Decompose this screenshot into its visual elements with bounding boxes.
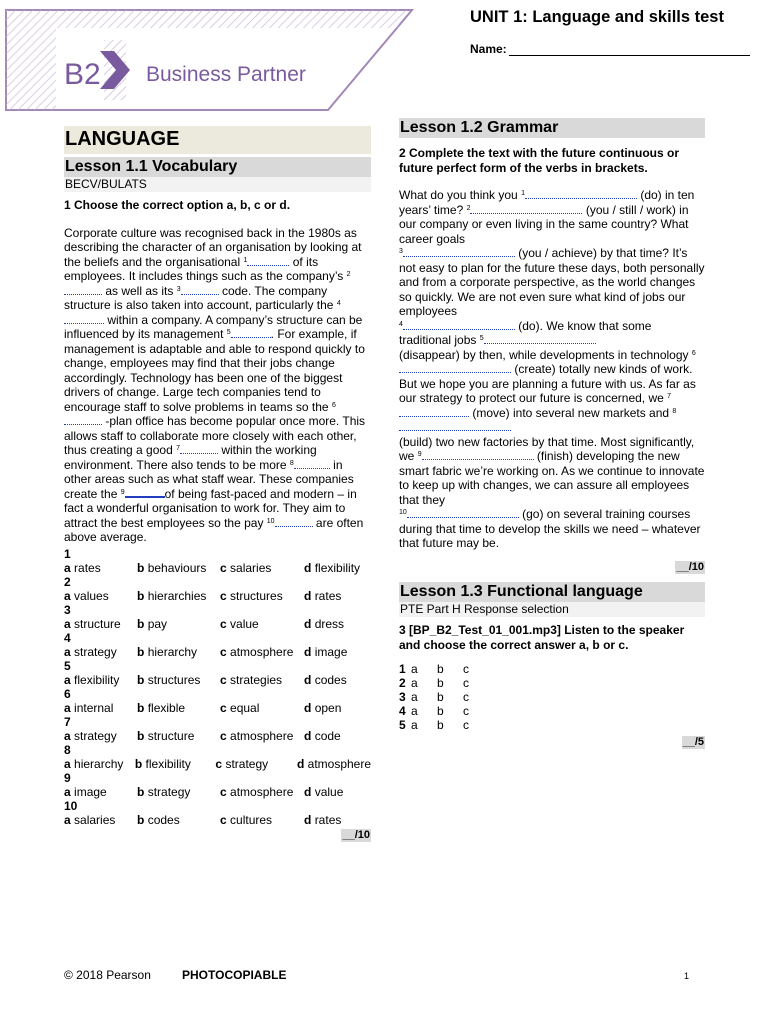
gap-number: 6	[691, 349, 696, 357]
gap-number: 10	[266, 517, 275, 525]
gap-blank[interactable]	[525, 188, 637, 199]
question-item	[64, 575, 371, 603]
answer-option-c[interactable]: c	[463, 690, 469, 705]
option-letter: a	[64, 700, 71, 715]
text-segment: (create) totally new kinds of work. But we hope you are planning a future with us. As far as our strategy to protect our future is concerned, we	[399, 362, 696, 406]
option-text: equal	[230, 700, 260, 715]
option-letter: c	[220, 616, 227, 631]
grammar-section	[399, 118, 705, 749]
option-text: structure	[147, 728, 195, 743]
option-row	[64, 589, 371, 603]
question-number: 7	[64, 714, 71, 729]
option-text: flexibility	[145, 756, 191, 771]
option-text: structures	[147, 672, 201, 687]
option-d[interactable]	[297, 757, 371, 771]
option-b[interactable]	[137, 617, 220, 631]
answer-option-a[interactable]: a	[411, 676, 418, 691]
item-number: 2	[399, 676, 406, 691]
question-item	[64, 771, 371, 799]
gap-number: 7	[667, 393, 672, 401]
text-segment: Corporate culture was recognised back in the 1980s as describing the character of an organisation by looking at the beliefs and the organisational	[64, 225, 362, 269]
option-text: strategy	[147, 784, 191, 799]
option-d[interactable]	[304, 673, 347, 687]
option-text: structure	[74, 616, 121, 631]
option-c[interactable]	[220, 561, 304, 575]
option-c[interactable]	[220, 673, 304, 687]
lesson-1-3-heading: Lesson 1.3 Functional language	[399, 582, 705, 602]
text-segment: -plan office has become popular once more. This allows staff to collaborate more closely with each other, thus creating a good	[64, 414, 366, 458]
answer-option-b[interactable]: b	[437, 676, 444, 691]
text-segment: within a company. A company’s structure can be influenced by its management	[64, 312, 363, 342]
question-item	[64, 715, 371, 743]
option-letter: b	[137, 700, 145, 715]
option-text: rates	[314, 588, 342, 603]
question-number: 3	[64, 602, 71, 617]
option-d[interactable]	[304, 701, 341, 715]
text-segment: (disappear) by then, while developments in technology	[399, 347, 692, 362]
option-letter: d	[304, 588, 312, 603]
option-letter: c	[220, 588, 227, 603]
listening-item	[399, 718, 705, 732]
option-text: pay	[147, 616, 168, 631]
option-text: strategies	[230, 672, 283, 687]
listening-item	[399, 704, 705, 718]
question-item	[64, 659, 371, 687]
option-a[interactable]	[64, 813, 137, 827]
functional-score: __/5	[682, 736, 704, 749]
question-item	[64, 799, 371, 827]
question-item	[64, 743, 371, 771]
option-letter: d	[304, 728, 312, 743]
option-letter: b	[137, 588, 145, 603]
item-number: 5	[399, 718, 406, 733]
vocabulary-section	[64, 126, 371, 842]
option-letter: d	[304, 616, 312, 631]
option-letter: c	[220, 812, 227, 827]
option-b[interactable]	[135, 757, 216, 771]
text-segment: (do). We know that some traditional jobs	[399, 318, 652, 348]
option-text: atmosphere	[230, 644, 294, 659]
gap-number: 4	[336, 300, 341, 308]
answer-option-b[interactable]: b	[437, 662, 444, 677]
gap-blank[interactable]	[64, 284, 102, 295]
option-letter: d	[304, 644, 312, 659]
text-segment: (go) on several training courses during that time to develop the skills we need – whatever that future may be.	[399, 507, 701, 551]
option-text: dress	[314, 616, 345, 631]
logo-level: B2	[64, 58, 101, 91]
option-row	[64, 785, 371, 799]
option-letter: b	[137, 784, 145, 799]
option-letter: c	[220, 672, 227, 687]
grammar-instruction: 2 Complete the text with the future continuous or future perfect form of the verbs in brackets.	[399, 146, 680, 175]
option-d[interactable]	[304, 617, 344, 631]
option-letter: d	[304, 672, 312, 687]
item-number: 4	[399, 704, 406, 719]
option-a[interactable]	[64, 673, 137, 687]
listening-item	[399, 662, 705, 676]
gap-blank[interactable]	[422, 449, 534, 460]
option-row	[64, 673, 371, 687]
item-number: 3	[399, 690, 406, 705]
gap-number: 1	[243, 256, 248, 264]
option-letter: a	[64, 644, 71, 659]
option-c[interactable]	[220, 589, 304, 603]
option-text: code	[314, 728, 341, 743]
option-letter: b	[137, 616, 145, 631]
gap-number: 6	[331, 401, 336, 409]
option-text: codes	[314, 672, 347, 687]
option-d[interactable]	[304, 813, 341, 827]
item-number: 1	[399, 662, 406, 677]
option-letter: c	[220, 784, 227, 799]
gap-blank[interactable]	[294, 458, 330, 469]
option-text: rates	[74, 560, 101, 575]
gap-number: 3	[176, 285, 181, 293]
answer-option-a[interactable]: a	[411, 690, 418, 705]
text-segment: are often above average.	[64, 515, 364, 545]
option-c[interactable]	[220, 645, 304, 659]
option-row	[64, 813, 371, 827]
page-number: 1	[684, 971, 690, 981]
option-b[interactable]	[137, 589, 220, 603]
option-letter: a	[64, 672, 71, 687]
option-text: hierarchy	[74, 756, 124, 771]
answer-option-a[interactable]: a	[411, 662, 418, 677]
option-a[interactable]	[64, 645, 137, 659]
option-text: structures	[230, 588, 283, 603]
option-c[interactable]	[220, 813, 304, 827]
functional-instruction: 3 [BP_B2_Test_01_001.mp3] Listen to the speaker and choose the correct answer a, b or c.	[399, 623, 685, 652]
option-d[interactable]	[304, 589, 341, 603]
gap-blank[interactable]	[181, 284, 219, 295]
option-text: internal	[74, 700, 114, 715]
gap-blank[interactable]	[399, 420, 511, 431]
option-text: value	[314, 784, 344, 799]
option-letter: b	[137, 812, 145, 827]
answer-option-b[interactable]: b	[437, 718, 444, 733]
option-text: value	[230, 616, 259, 631]
option-text: behaviours	[147, 560, 207, 575]
option-letter: c	[220, 644, 227, 659]
gap-blank[interactable]	[407, 507, 519, 518]
text-segment: in other areas such as what staff wear. These companies create the	[64, 457, 354, 501]
text-segment: . For example, if management is adaptable and able to respond quickly to change, employees may find that their jobs change accordingly. Technology has been one of the biggest drivers of change. Large tech companies tend to encourage staff to solve problems in teams so the	[64, 327, 365, 414]
option-b[interactable]	[137, 701, 220, 715]
option-text: strategy	[74, 644, 117, 659]
option-text: atmosphere	[230, 784, 294, 799]
option-text: codes	[147, 812, 180, 827]
gap-blank[interactable]	[231, 327, 271, 338]
name-label: Name:	[470, 42, 507, 56]
text-segment: of being fast-paced and modern – in fact a wonderful organisation to work for. They aim to attract the best employees so the pay	[64, 486, 357, 530]
option-c[interactable]	[220, 617, 304, 631]
name-row	[470, 42, 750, 56]
text-segment: as well as its	[102, 283, 177, 298]
option-letter: d	[296, 756, 305, 771]
question-number: 2	[64, 574, 71, 589]
option-row	[64, 729, 371, 743]
option-text: hierarchies	[147, 588, 207, 603]
option-a[interactable]	[64, 729, 137, 743]
option-text: atmosphere	[307, 756, 372, 771]
vocab-score: __/10	[342, 828, 370, 841]
option-c[interactable]	[215, 757, 297, 771]
option-letter: a	[64, 560, 71, 575]
option-text: image	[74, 784, 107, 799]
option-text: atmosphere	[230, 728, 294, 743]
text-segment: (build) two new factories by that time. Most significantly, we	[399, 434, 695, 464]
gap-blank[interactable]	[403, 246, 515, 257]
option-row	[64, 561, 371, 575]
listening-item	[399, 676, 705, 690]
gap-blank[interactable]	[484, 333, 596, 344]
gap-blank[interactable]	[64, 414, 102, 425]
option-b[interactable]	[137, 645, 220, 659]
section-title: LANGUAGE	[64, 126, 371, 154]
option-text: values	[74, 588, 109, 603]
option-text: flexible	[147, 700, 186, 715]
option-letter: d	[304, 700, 312, 715]
question-number: 6	[64, 686, 71, 701]
gap-number: 2	[466, 204, 471, 212]
answer-option-c[interactable]: c	[463, 718, 469, 733]
listening-answers	[399, 662, 705, 732]
photocopiable-label: PHOTOCOPIABLE	[182, 968, 287, 982]
option-letter: c	[215, 756, 223, 771]
question-number: 10	[64, 798, 78, 813]
option-letter: a	[64, 616, 71, 631]
question-number: 5	[64, 658, 71, 673]
gap-number: 10	[399, 509, 407, 517]
option-letter: a	[64, 812, 71, 827]
option-d[interactable]	[304, 785, 343, 799]
option-text: strategy	[225, 756, 269, 771]
gap-blank[interactable]	[64, 313, 104, 324]
text-segment: (do) in ten years’ time?	[399, 188, 695, 217]
option-letter: c	[220, 728, 227, 743]
text-segment: (you / achieve) by that time? It’s not easy to plan for the future these days, both personally and from a corporate perspective, as the world changes so quickly. We are not even sure what kind of jobs our employees	[399, 246, 705, 319]
text-segment: within the working environment. There also tends to be more	[64, 443, 317, 472]
option-a[interactable]	[64, 617, 137, 631]
question-item	[64, 687, 371, 715]
question-item	[64, 603, 371, 631]
option-text: salaries	[74, 812, 116, 827]
logo-brand: Business Partner	[146, 63, 306, 86]
option-letter: d	[304, 560, 312, 575]
option-b[interactable]	[137, 561, 220, 575]
vocab-options	[64, 547, 371, 827]
gap-blank[interactable]	[399, 406, 469, 417]
option-text: hierarchy	[147, 644, 198, 659]
question-item	[64, 631, 371, 659]
option-text: open	[314, 700, 342, 715]
exam-tag: BECV/BULATS	[64, 177, 371, 192]
vocab-text	[64, 226, 371, 545]
option-text: salaries	[230, 560, 272, 575]
text-segment: code. The company structure is also taken into account, particularly the	[64, 283, 337, 313]
option-c[interactable]	[220, 701, 304, 715]
unit-title: UNIT 1: Language and skills test	[470, 8, 724, 26]
option-text: cultures	[230, 812, 273, 827]
answer-option-a[interactable]: a	[411, 704, 418, 719]
text-segment: (move) into several new markets and	[469, 405, 673, 420]
text-segment: of its employees. It includes things such as the company’s	[64, 254, 347, 284]
option-row	[64, 617, 371, 631]
gap-blank[interactable]	[403, 319, 515, 330]
option-a[interactable]	[64, 757, 135, 771]
gap-number: 1	[521, 190, 525, 198]
text-segment: What do you think you	[399, 188, 522, 203]
gap-blank[interactable]	[180, 443, 218, 454]
option-letter: a	[64, 728, 71, 743]
option-d[interactable]	[304, 645, 347, 659]
option-letter: b	[137, 560, 145, 575]
option-d[interactable]	[304, 561, 360, 575]
option-letter: d	[304, 812, 312, 827]
option-a[interactable]	[64, 561, 137, 575]
gap-blank[interactable]	[470, 203, 582, 214]
name-field[interactable]	[509, 44, 750, 56]
question-item	[64, 547, 371, 575]
option-text: image	[314, 644, 348, 659]
gap-blank[interactable]	[247, 255, 289, 266]
answer-option-b[interactable]: b	[437, 704, 444, 719]
question-number: 1	[64, 546, 71, 561]
option-text: strategy	[74, 728, 117, 743]
gap-blank[interactable]	[399, 362, 511, 373]
text-segment: (you / still / work) in our company or even living in the same country? What career goals	[399, 202, 689, 246]
option-letter: c	[220, 560, 227, 575]
option-a[interactable]	[64, 785, 137, 799]
option-letter: a	[64, 588, 71, 603]
grammar-score: __/10	[676, 560, 704, 573]
answer-option-b[interactable]: b	[437, 690, 444, 705]
answer-option-a[interactable]: a	[411, 718, 418, 733]
gap-number: 3	[399, 248, 403, 256]
option-b[interactable]	[137, 813, 220, 827]
gap-number: 8	[289, 459, 294, 467]
option-letter: a	[64, 756, 71, 771]
answer-option-c[interactable]: c	[463, 662, 469, 677]
answer-option-c[interactable]: c	[463, 704, 469, 719]
gap-number: 2	[346, 271, 351, 279]
gap-blank[interactable]	[125, 487, 165, 498]
option-letter: b	[137, 728, 145, 743]
listening-item	[399, 690, 705, 704]
option-d[interactable]	[304, 729, 341, 743]
option-row	[64, 757, 371, 771]
vocab-instruction: 1 Choose the correct option a, b, c or d.	[64, 198, 291, 213]
option-text: flexibility	[314, 560, 361, 575]
grammar-text	[399, 188, 705, 551]
option-letter: b	[134, 756, 143, 771]
gap-number: 9	[417, 451, 422, 459]
gap-blank[interactable]	[275, 516, 313, 527]
option-b[interactable]	[137, 785, 220, 799]
option-c[interactable]	[220, 729, 304, 743]
option-text: flexibility	[74, 672, 120, 687]
option-text: rates	[314, 812, 342, 827]
copyright: © 2018 Pearson	[64, 968, 151, 982]
option-b[interactable]	[137, 729, 220, 743]
gap-number: 4	[399, 320, 403, 328]
option-b[interactable]	[137, 673, 220, 687]
option-letter: b	[137, 644, 145, 659]
option-row	[64, 701, 371, 715]
option-a[interactable]	[64, 589, 137, 603]
gap-number: 5	[226, 329, 231, 337]
text-segment: (finish) developing the new smart fabric we’re working on. As we continue to innovate to keep up with changes, we can assure all employees that they	[399, 449, 705, 507]
gap-number: 5	[479, 335, 484, 343]
option-letter: b	[137, 672, 145, 687]
option-letter: c	[220, 700, 227, 715]
gap-number: 9	[120, 488, 125, 496]
header-banner	[0, 0, 420, 116]
question-number: 8	[64, 742, 71, 757]
option-row	[64, 645, 371, 659]
answer-option-c[interactable]: c	[463, 676, 469, 691]
question-number: 9	[64, 770, 71, 785]
option-letter: a	[64, 784, 71, 799]
exam-tag: PTE Part H Response selection	[399, 602, 705, 617]
lesson-1-2-heading: Lesson 1.2 Grammar	[399, 118, 705, 138]
gap-number: 8	[672, 407, 677, 415]
option-a[interactable]	[64, 701, 137, 715]
gap-number: 7	[176, 445, 180, 453]
option-letter: d	[304, 784, 312, 799]
question-number: 4	[64, 630, 71, 645]
option-c[interactable]	[220, 785, 304, 799]
lesson-1-1-heading: Lesson 1.1 Vocabulary	[64, 157, 371, 177]
